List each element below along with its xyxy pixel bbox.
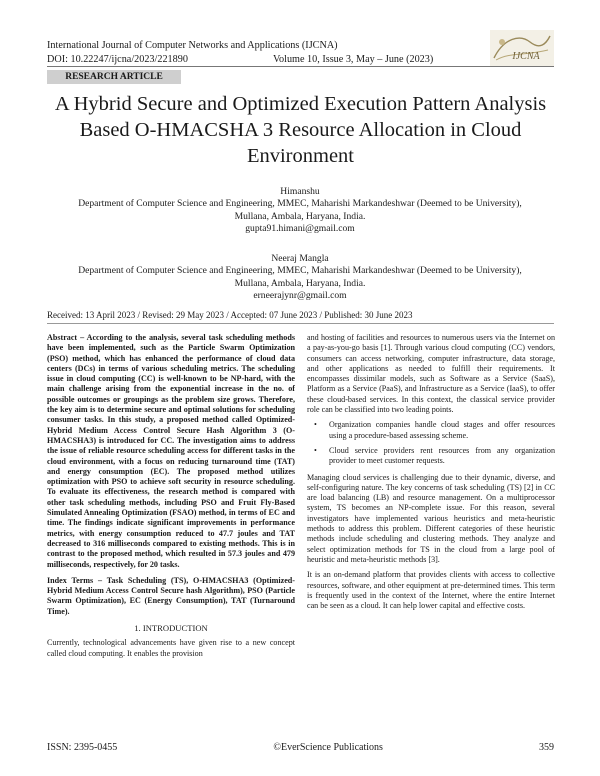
author-email: erneerajynr@gmail.com [253,290,347,302]
body-paragraph: It is an on-demand platform that provides clients with access to collective resources, software, and other equipment at pre-determined times. This term is frequently used in the context of the Internet, where the entire Internet can be seen as a cloud. It can help lower capital and effective costs. [307,570,555,611]
author-block [30,253,570,303]
author-email: gupta91.himani@gmail.com [245,223,355,235]
publication-dates: Received: 13 April 2023 / Revised: 29 May 2023 / Accepted: 07 June 2023 / Published: 30 June 2023 [47,310,413,320]
footer-publisher: ©EverScience Publications [273,742,383,753]
paper-title: A Hybrid Secure and Optimized Execution Pattern Analysis Based O-HMACSHA 3 Resource Allocation in Cloud Environment [54,93,547,167]
left-column [47,333,295,664]
journal-logo [490,30,554,66]
article-type-badge: RESEARCH ARTICLE [47,70,181,84]
abstract: Abstract – According to the analysis, several task scheduling methods have been implemented, such as the Particle Swarm Optimization (PSO) method, which has enhanced the performance of cloud data centers (DCs) in terms of various scheduling metrics. The scheduling issue in cloud computing (CC) is well-known to be NP-hard, with the main challenge arising from the exponential increase in the no. of possible outcomes or groupings as the problem size grows. Therefore, the key aim is to determine secure and optimal solutions for scheduling consumer tasks. In this study, a proposed method called Optimized-Hybrid Medium Access Control Secure Hash Algorithm 3 (O-HMACSHA3) is introduced for CC. The investigation aims to address the issue of reliable resource scheduling access for different tasks in the cloud environment, with a focus on reducing turnaround time (TAT) and energy consumption (EC). The proposed method utilizes optimization with PSO to achieve soft security in resource scheduling. To evaluate its effectiveness, the research method is compared with other task scheduling methods, including PSO and Fruit Fly-Based Simulated Annealing Optimization (FSAO) method, in terms of EC and time. The findings indicate significant improvements in performance metrics, with energy consumption reduced to 47.7 joules and TAT decreased to 316 milliseconds compared to existing methods. This is in contrast to the proposed method, which resulted in 57.3 joules and 479 milliseconds, respectively, for 20 tasks. [47,333,295,569]
author-affiliation: Department of Computer Science and Engineering, MMEC, Maharishi Markandeshwar (Deemed to be University), [78,265,522,277]
section-heading-introduction: 1. INTRODUCTION [134,623,208,634]
author-name: Himanshu [280,186,320,197]
body-paragraph: Managing cloud services is challenging due to their dynamic, diverse, and self-configuring nature. The key concerns of task scheduling (TS) [2] in CC are load balancing (LB) and resource management. On a multiprocessor system, TS becomes an NP-complete issue. For this reason, several investigators have implemented various heuristics and meta-heuristic methods to address this problem. Different categories of these heuristic methods include scheduling and clustering methods. They analyze and select optimization methods for TS in the cloud from a large pool of heuristic and meta-heuristic methods [3]. [307,472,555,564]
journal-name: International Journal of Computer Networks and Applications (IJCNA) [47,40,338,51]
journal-header [47,39,487,67]
doi: DOI: 10.22247/ijcna/2023/221890 [47,54,188,65]
author-block [30,186,570,236]
index-terms: Index Terms – Task Scheduling (TS), O-HMACSHA3 (Optimized-Hybrid Medium Access Control Secure hash Algorithm), PSO (Particle Swarm Optimization), EC (Energy Consumption), TAT (Turnaround Time). [47,575,295,616]
right-column [307,333,555,616]
page-footer [47,742,554,753]
bullet-icon: • [314,445,317,455]
header-divider [47,66,554,67]
list-item [307,420,555,441]
dates-divider [47,323,554,324]
intro-paragraph: Currently, technological advancements have given rise to a new concept called cloud computing. It enables the provision [47,638,295,658]
list-item-text: Organization companies handle cloud stages and offer resources using a procedure-based assessing scheme. [329,420,555,440]
author-name: Neeraj Mangla [271,253,329,264]
footer-issn: ISSN: 2395-0455 [47,742,118,753]
author-location: Mullana, Ambala, Haryana, India. [234,277,366,289]
list-item [307,446,555,467]
author-location: Mullana, Ambala, Haryana, India. [234,210,366,222]
author-affiliation: Department of Computer Science and Engineering, MMEC, Maharishi Markandeshwar (Deemed to be University), [78,198,522,210]
list-item-text: Cloud service providers rent resources from any organization provider to meet customer requests. [329,445,555,466]
page-number: 359 [539,742,554,753]
body-paragraph: and hosting of facilities and resources to numerous users via the Internet on a pay-as-you-go basis [1]. Through various cloud computing (CC) vendors, consumers can access networking, computer infrastructure, data storage, and other applications as needed to fulfill their requirements. It encompasses dissimilar models, such as Software as a Service (SaaS), Platform as a Service (PaaS), and Infrastructure as a Service (IaaS), to offer these cloud-based services. In this context, the classical service provider role can be classified into two leading points. [307,333,555,415]
volume-issue: Volume 10, Issue 3, May – June (2023) [273,54,434,65]
bullet-icon: • [314,420,317,430]
bullet-list [307,420,555,466]
logo-text: IJCNA [512,51,540,62]
